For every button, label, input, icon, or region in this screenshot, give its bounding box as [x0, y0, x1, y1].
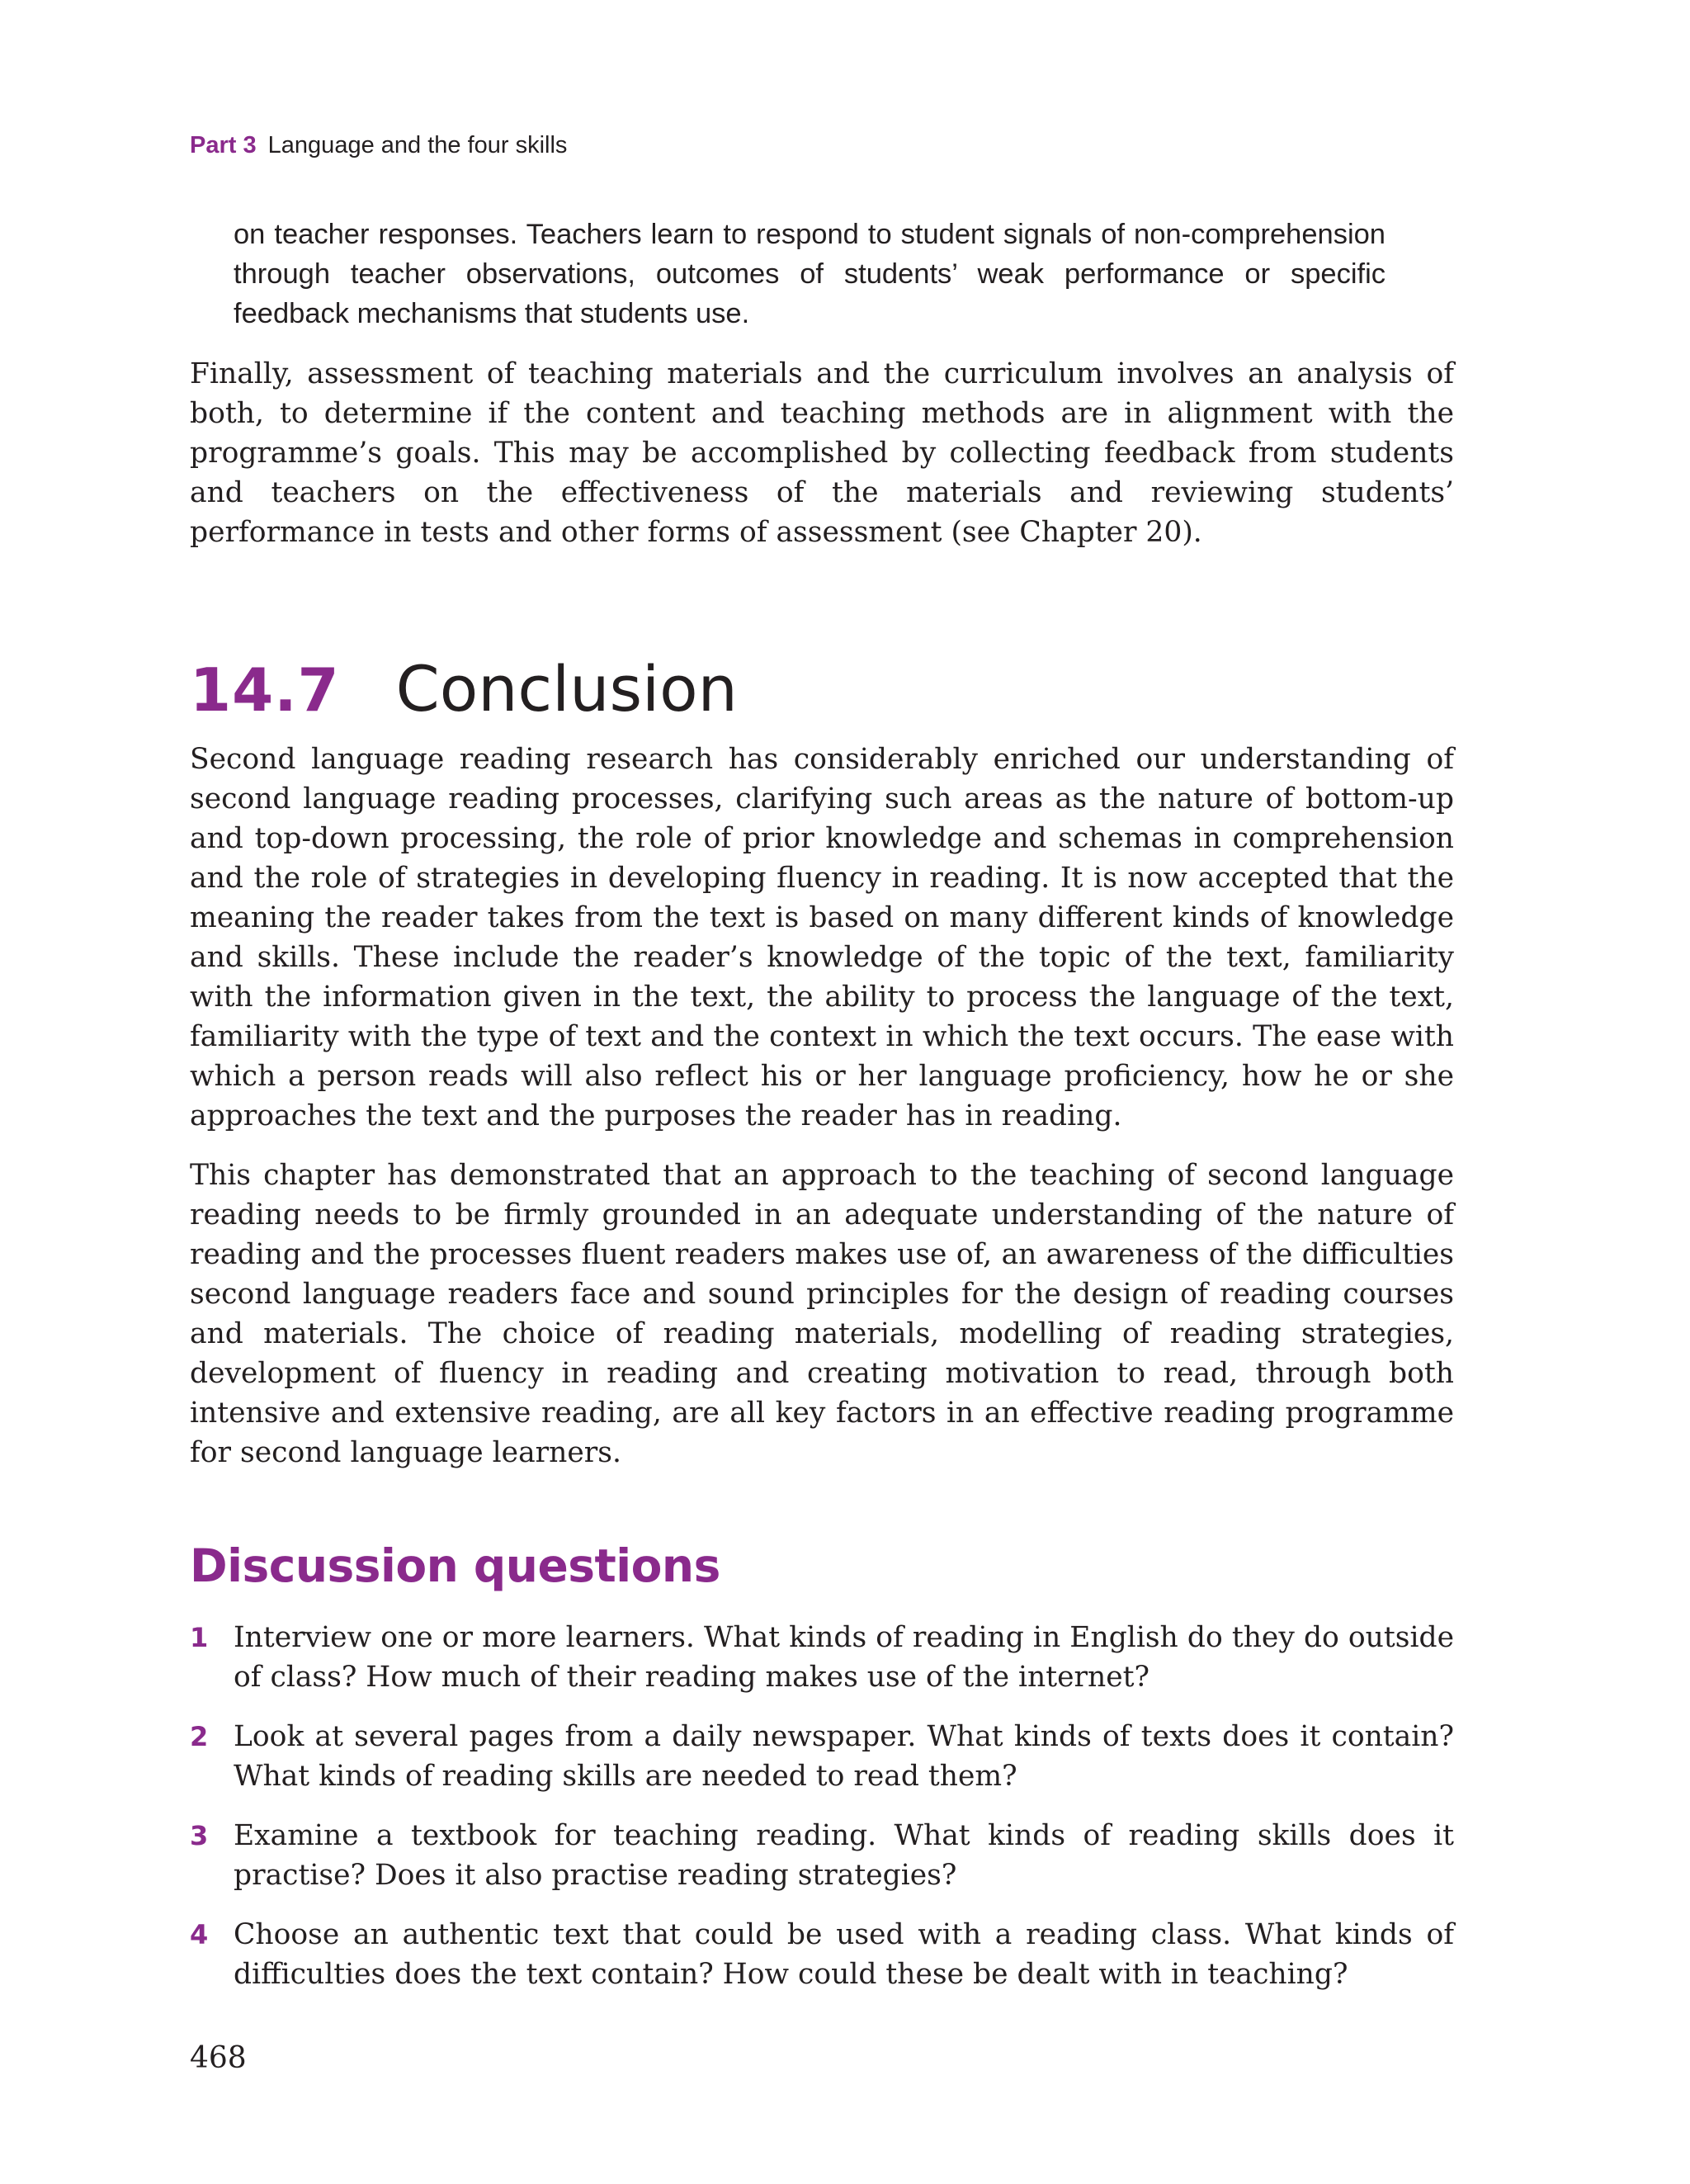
question-text: Interview one or more learners. What kinds of reading in English do they do outside of class? How much of their reading makes use of the internet? [234, 1621, 1454, 1694]
question-text: Look at several pages from a daily newspaper. What kinds of texts does it contain? What kinds of reading skills are needed to read them? [234, 1720, 1454, 1793]
discussion-question-3 [190, 1816, 1454, 1895]
section-number: 14.7 [190, 655, 340, 725]
discussion-question-4 [190, 1915, 1454, 1994]
page-number: 468 [190, 2041, 247, 2075]
question-text: Examine a textbook for teaching reading. What kinds of reading skills does it practise? Does it also practise reading strategies? [234, 1819, 1454, 1892]
running-head-part: Part 3 [190, 132, 257, 158]
running-head-title: Language and the four skills [267, 132, 568, 158]
discussion-heading: Discussion questions [190, 1539, 720, 1592]
discussion-question-2 [190, 1717, 1454, 1796]
question-text: Choose an authentic text that could be used with a reading class. What kinds of difficulties does the text contain? How could these be dealt with in teaching? [234, 1918, 1454, 1991]
paragraph-finally [190, 354, 1454, 552]
paragraph-text: This chapter has demonstrated that an approach to the teaching of second language reading needs to be firmly grounded in an adequate understanding of the nature of reading and the processes fluent readers makes use of, an awareness of the difficulties second language readers face and sound principles for the design of reading courses and materials. The choice of reading materials, modelling of reading strategies, development of fluency in reading and creating motivation to read, through both intensive and extensive reading, are all key factors in an effective reading programme for second language learners. [190, 1159, 1454, 1469]
question-number: 4 [190, 1919, 209, 1950]
paragraph-text: Finally, assessment of teaching materials and the curriculum involves an analysis of both, to determine if the content and teaching methods are in alignment with the programme’s goals. This may be accomplished by collecting feedback from students and teachers on the effectiveness of the materials and reviewing students’ performance in tests and other forms of assessment (see Chapter 20). [190, 357, 1454, 549]
paragraph-text: Second language reading research has considerably enriched our understanding of second language reading processes, clarifying such areas as the nature of bottom-up and top-down processing, the role of prior knowledge and schemas in comprehension and the role of strategies in developing fluency in reading. It is now accepted that the meaning the reader takes from the text is based on many different kinds of knowledge and skills. These include the reader’s knowledge of the topic of the text, familiarity with the information given in the text, the ability to process the language of the text, familiarity with the type of text and the context in which the text occurs. The ease with which a person reads will also reflect his or her language proficiency, how he or she approaches the text and the purposes the reader has in reading. [190, 743, 1454, 1132]
question-number: 1 [190, 1622, 209, 1653]
conclusion-paragraph-2 [190, 1156, 1454, 1473]
question-number: 3 [190, 1820, 209, 1851]
section-heading [190, 652, 738, 726]
discussion-question-1 [190, 1618, 1454, 1697]
indented-continuation-text: on teacher responses. Teachers learn to respond to student signals of non-comprehension through teacher observations, outcomes of students’ weak performance or specific feedback mechanisms that students use. [234, 219, 1386, 329]
conclusion-paragraph-1 [190, 740, 1454, 1136]
section-title: Conclusion [395, 652, 738, 726]
question-number: 2 [190, 1721, 209, 1752]
running-head [190, 129, 567, 162]
